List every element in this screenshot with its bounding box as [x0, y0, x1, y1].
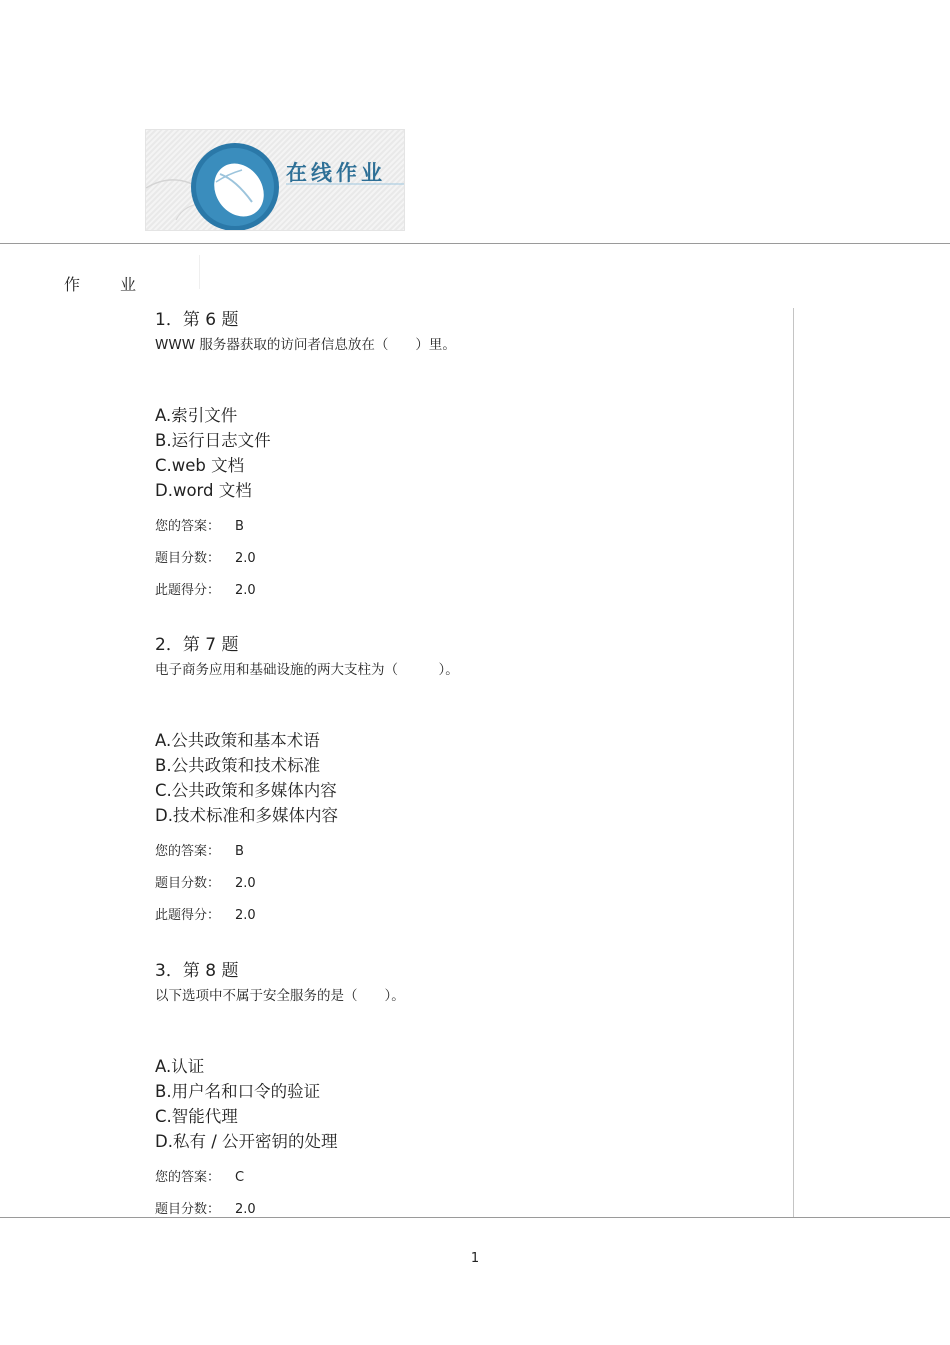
- your-answer-row: [155, 1162, 405, 1194]
- earned-score-value: 2.0: [235, 908, 256, 923]
- label-divider: [199, 255, 200, 289]
- question-stem: 以下选项中不属于安全服务的是（ ）。: [155, 988, 405, 1004]
- option-a: A.公共政策和基本术语: [155, 731, 320, 750]
- option-d: D.技术标准和多媒体内容: [155, 806, 338, 825]
- question-score-value: 2.0: [235, 876, 256, 891]
- answer-meta: [155, 836, 459, 932]
- section-label: 作业: [64, 275, 177, 294]
- page-number: 1: [470, 1251, 480, 1266]
- earned-score-row: [155, 900, 459, 932]
- question-score-value: 2.0: [235, 551, 256, 566]
- question-score-label: 题目分数：: [155, 876, 221, 891]
- earned-score-row: [155, 575, 456, 607]
- earned-score-value: 2.0: [235, 583, 256, 598]
- option-list: [155, 403, 456, 503]
- your-answer-value: B: [235, 519, 244, 534]
- question-title: 3．第 8 题: [155, 961, 239, 981]
- option-list: [155, 728, 459, 828]
- question-score-value: 2.0: [235, 1202, 256, 1217]
- question-score-label: 题目分数：: [155, 551, 221, 566]
- your-answer-value: B: [235, 844, 244, 859]
- your-answer-value: C: [235, 1170, 245, 1185]
- option-b: B.用户名和口令的验证: [155, 1082, 321, 1101]
- question-score-row: [155, 1194, 405, 1226]
- option-c: C.智能代理: [155, 1107, 238, 1126]
- your-answer-label: 您的答案：: [155, 519, 221, 534]
- question-stem: 电子商务应用和基础设施的两大支柱为（ ）。: [155, 662, 459, 678]
- question-score-row: [155, 868, 459, 900]
- question-score-row: [155, 543, 456, 575]
- option-c: C.web 文档: [155, 456, 245, 475]
- option-a: A.认证: [155, 1057, 205, 1076]
- earned-score-label: 此题得分：: [155, 908, 221, 923]
- question-title: 2．第 7 题: [155, 635, 239, 655]
- option-b: B.运行日志文件: [155, 431, 271, 450]
- question-2: [155, 634, 459, 932]
- option-d: D.私有 / 公开密钥的处理: [155, 1132, 338, 1151]
- your-answer-label: 您的答案：: [155, 1170, 221, 1185]
- top-divider: [0, 243, 950, 244]
- answer-meta: [155, 511, 456, 607]
- option-list: [155, 1054, 405, 1154]
- option-c: C.公共政策和多媒体内容: [155, 781, 337, 800]
- option-a: A.索引文件: [155, 406, 238, 425]
- your-answer-row: [155, 836, 459, 868]
- question-3: [155, 960, 405, 1226]
- bottom-divider: [0, 1217, 950, 1218]
- option-d: D.word 文档: [155, 481, 252, 500]
- your-answer-label: 您的答案：: [155, 844, 221, 859]
- option-b: B.公共政策和技术标准: [155, 756, 321, 775]
- question-score-label: 题目分数：: [155, 1202, 221, 1217]
- question-1: [155, 309, 456, 607]
- banner: [145, 129, 405, 231]
- content-right-border: [793, 308, 794, 1217]
- your-answer-row: [155, 511, 456, 543]
- earned-score-label: 此题得分：: [155, 583, 221, 598]
- banner-title: 在线作业: [286, 161, 386, 185]
- question-stem: WWW 服务器获取的访问者信息放在（ ）里。: [155, 337, 456, 353]
- question-title: 1．第 6 题: [155, 310, 239, 330]
